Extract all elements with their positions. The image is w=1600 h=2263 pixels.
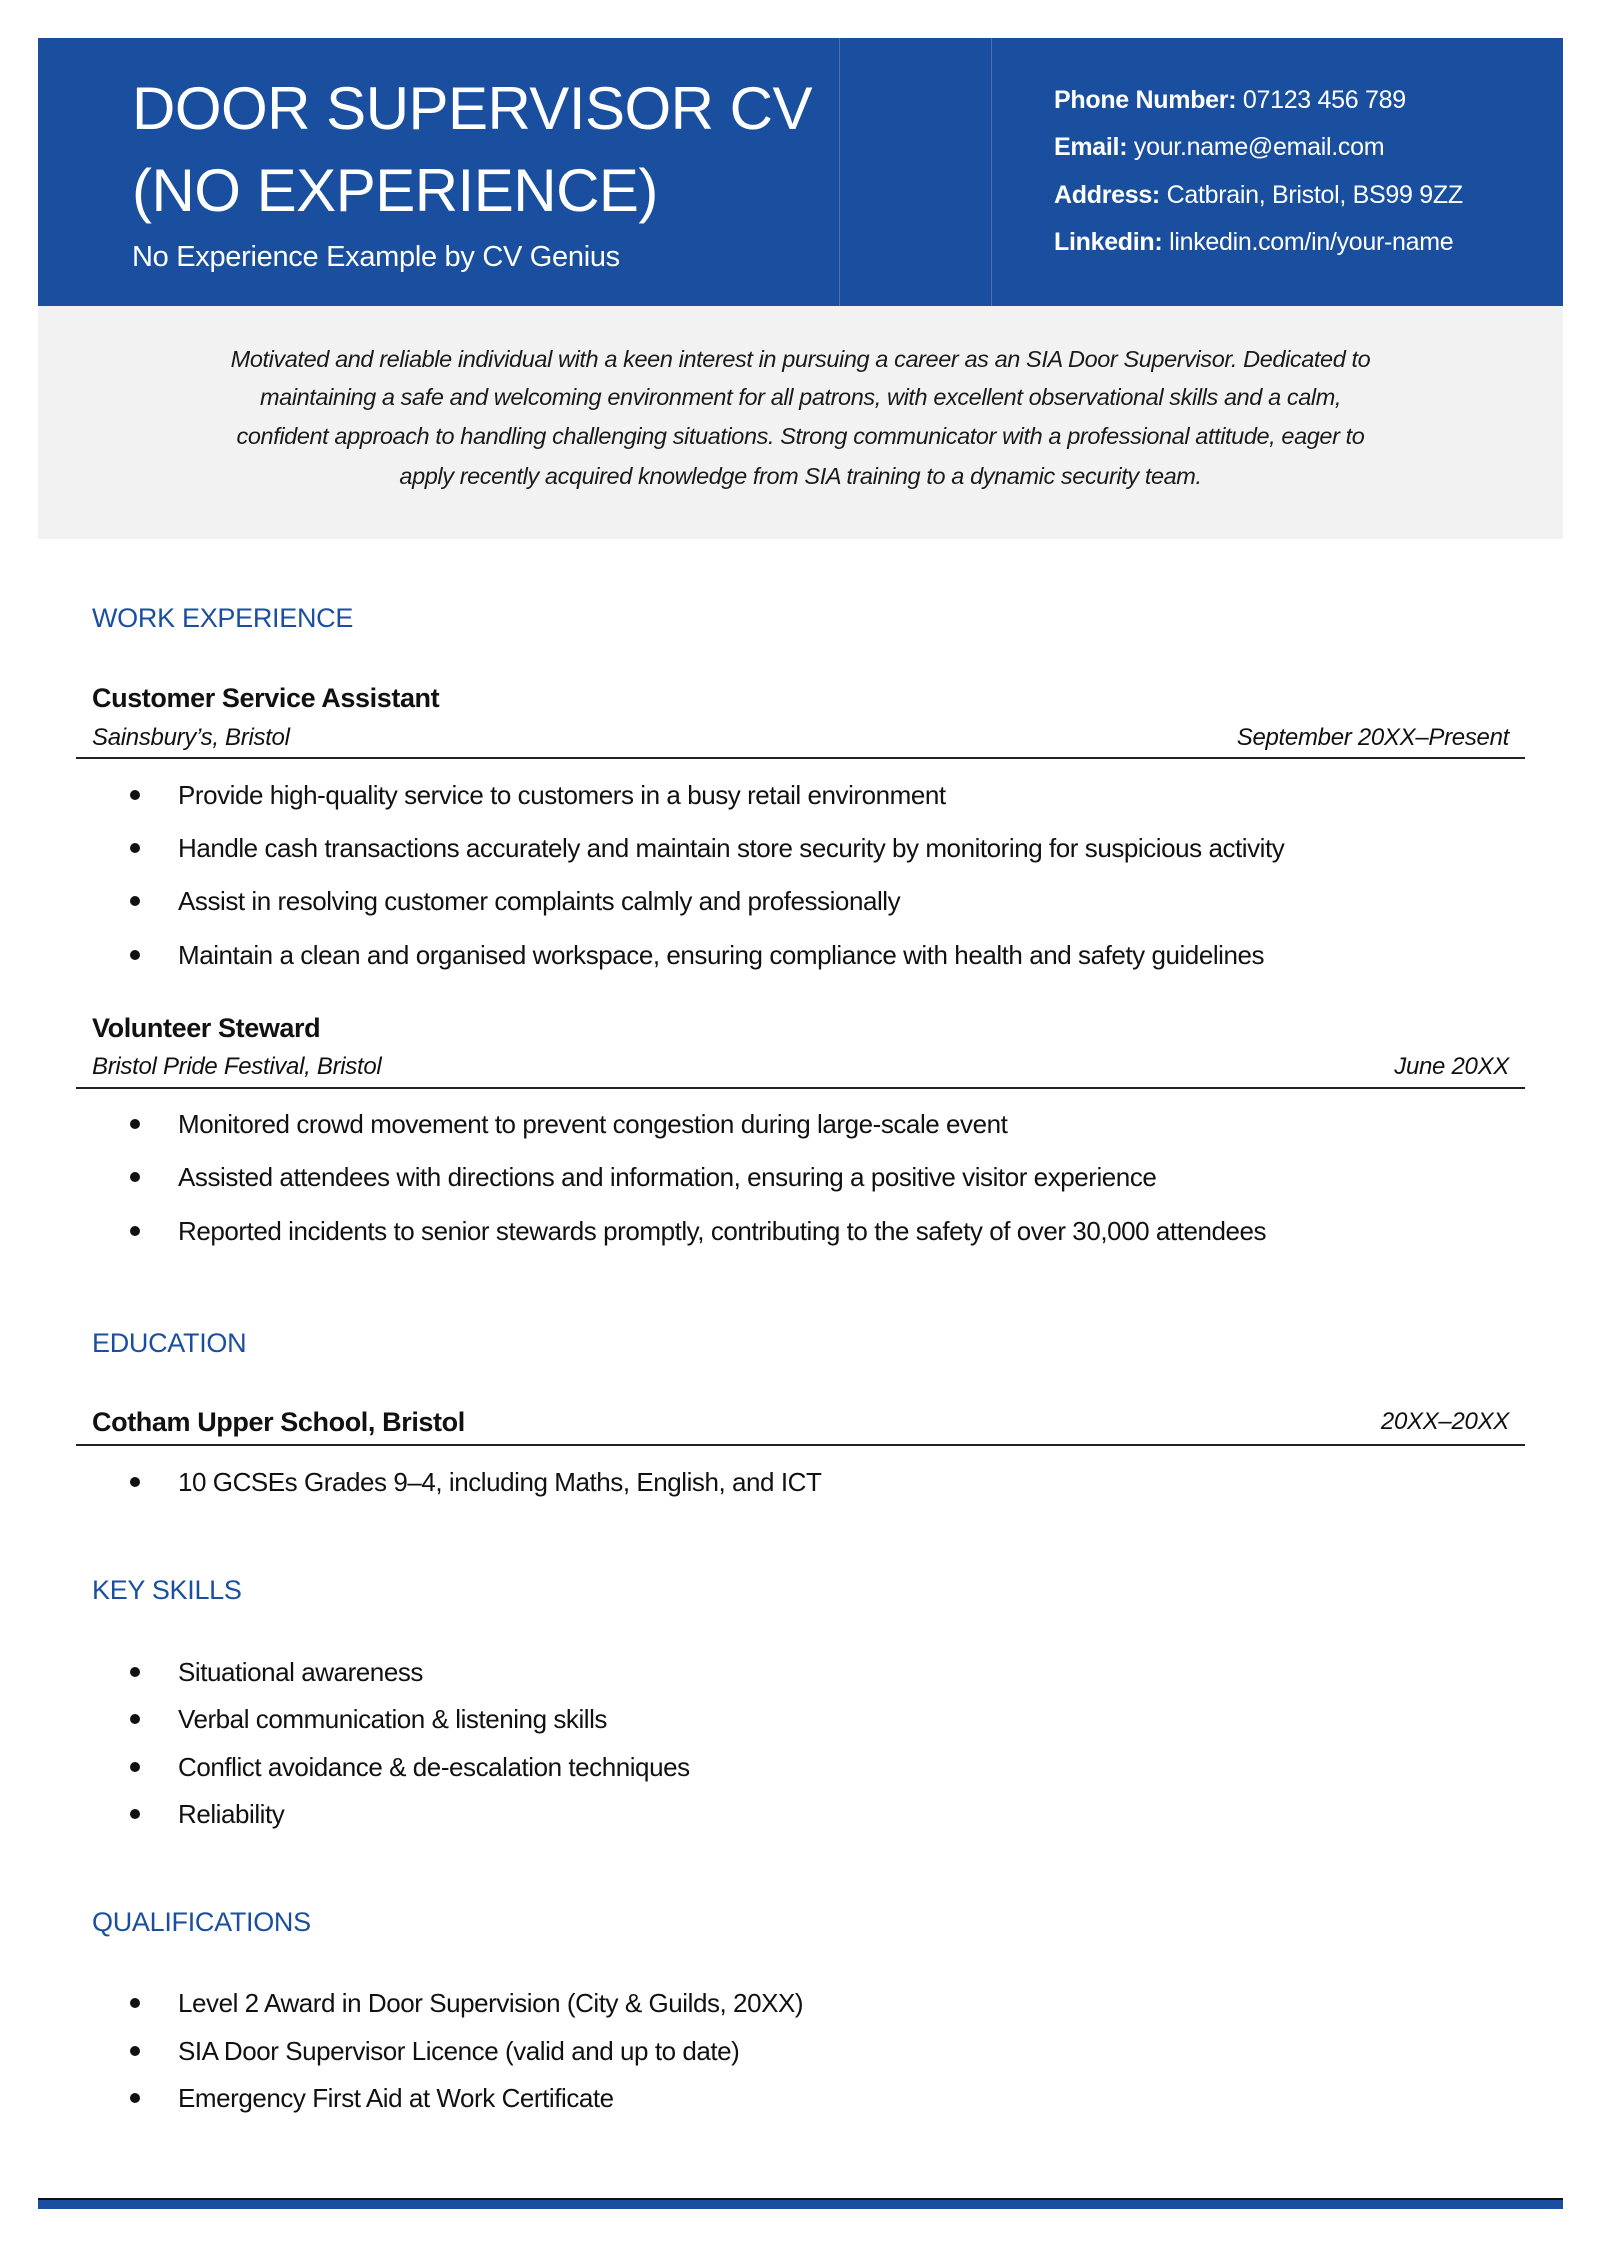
summary-line: maintaining a safe and welcoming environment for all patrons, with excellent observational skills and a calm, bbox=[259, 384, 1342, 410]
contact-linkedin-value[interactable]: linkedin.com/in/your-name bbox=[1169, 228, 1454, 256]
cv-title-line-2: (NO EXPERIENCE) bbox=[132, 157, 658, 224]
bullet-icon bbox=[130, 1119, 140, 1129]
bullet-icon bbox=[130, 1762, 140, 1772]
bullet-icon bbox=[130, 1477, 140, 1487]
list-item: Handle cash transactions accurately and maintain store security by monitoring for suspicious activity bbox=[178, 833, 1285, 863]
bullet-icon bbox=[130, 1714, 140, 1724]
summary-line: confident approach to handling challenging situations. Strong communicator with a professional attitude, eager to bbox=[236, 423, 1365, 449]
list-item: 10 GCSEs Grades 9–4, including Maths, English, and ICT bbox=[178, 1467, 822, 1497]
contact-linkedin-label: Linkedin: bbox=[1054, 228, 1163, 256]
contact-address-value: Catbrain, Bristol, BS99 9ZZ bbox=[1166, 181, 1463, 209]
list-item: Conflict avoidance & de-escalation techniques bbox=[178, 1752, 690, 1782]
contact-linkedin bbox=[1054, 230, 1453, 255]
list-item: Reliability bbox=[178, 1799, 285, 1829]
bullet-icon bbox=[130, 1172, 140, 1182]
job-date: June 20XX bbox=[1394, 1053, 1509, 1080]
list-item: Maintain a clean and organised workspace, ensuring compliance with health and safety guidelines bbox=[178, 940, 1265, 970]
list-item: Assisted attendees with directions and information, ensuring a positive visitor experience bbox=[178, 1162, 1157, 1192]
bullet-icon bbox=[130, 950, 140, 960]
contact-email bbox=[1054, 135, 1384, 160]
section-heading-education: EDUCATION bbox=[92, 1328, 247, 1358]
contact-address bbox=[1054, 183, 1463, 208]
section-heading-work-experience: WORK EXPERIENCE bbox=[92, 603, 354, 633]
contact-phone-value[interactable]: 07123 456 789 bbox=[1242, 86, 1406, 114]
contact-phone-label: Phone Number: bbox=[1054, 86, 1237, 114]
bullet-icon bbox=[130, 1998, 140, 2008]
education-date: 20XX–20XX bbox=[1380, 1408, 1509, 1435]
job-title: Customer Service Assistant bbox=[92, 683, 440, 713]
bullet-icon bbox=[130, 2093, 140, 2103]
list-item: Reported incidents to senior stewards promptly, contributing to the safety of over 30,000 attendees bbox=[178, 1216, 1267, 1246]
bullet-icon bbox=[130, 1667, 140, 1677]
contact-email-value[interactable]: your.name@email.com bbox=[1133, 133, 1385, 161]
cv-header bbox=[38, 38, 1563, 306]
bullet-icon bbox=[130, 2046, 140, 2056]
header-divider bbox=[991, 38, 992, 306]
contact-address-label: Address: bbox=[1054, 181, 1160, 209]
summary-line: Motivated and reliable individual with a keen interest in pursuing a career as an SIA Door Supervisor. Dedicated to bbox=[230, 346, 1371, 372]
list-item: Provide high-quality service to customers in a busy retail environment bbox=[178, 780, 946, 810]
list-item: SIA Door Supervisor Licence (valid and up to date) bbox=[178, 2036, 740, 2066]
bullet-icon bbox=[130, 843, 140, 853]
header-divider bbox=[839, 38, 840, 306]
list-item: Emergency First Aid at Work Certificate bbox=[178, 2083, 614, 2113]
job-divider bbox=[76, 1087, 1525, 1089]
job-date: September 20XX–Present bbox=[1236, 724, 1509, 751]
job-company: Sainsbury’s, Bristol bbox=[92, 724, 290, 751]
professional-summary bbox=[38, 306, 1563, 539]
list-item: Monitored crowd movement to prevent congestion during large-scale event bbox=[178, 1109, 1008, 1139]
list-item: Assist in resolving customer complaints calmly and professionally bbox=[178, 886, 901, 916]
list-item: Situational awareness bbox=[178, 1657, 423, 1687]
summary-line: apply recently acquired knowledge from SIA training to a dynamic security team. bbox=[399, 463, 1202, 489]
footer-bar bbox=[38, 2198, 1563, 2209]
contact-phone bbox=[1054, 88, 1406, 113]
job-divider bbox=[76, 757, 1525, 759]
bullet-icon bbox=[130, 1809, 140, 1819]
job-company: Bristol Pride Festival, Bristol bbox=[92, 1053, 382, 1080]
contact-email-label: Email: bbox=[1054, 133, 1128, 161]
section-heading-key-skills: KEY SKILLS bbox=[92, 1575, 242, 1605]
job-title: Volunteer Steward bbox=[92, 1013, 321, 1043]
cv-title-line-1: DOOR SUPERVISOR CV bbox=[132, 75, 813, 142]
list-item: Verbal communication & listening skills bbox=[178, 1704, 607, 1734]
section-heading-qualifications: QUALIFICATIONS bbox=[92, 1907, 311, 1937]
school-name: Cotham Upper School, Bristol bbox=[92, 1407, 465, 1437]
bullet-icon bbox=[130, 896, 140, 906]
cv-subtitle: No Experience Example by CV Genius bbox=[132, 241, 620, 273]
bullet-icon bbox=[130, 1226, 140, 1236]
bullet-icon bbox=[130, 790, 140, 800]
education-divider bbox=[76, 1444, 1525, 1446]
list-item: Level 2 Award in Door Supervision (City & Guilds, 20XX) bbox=[178, 1988, 804, 2018]
